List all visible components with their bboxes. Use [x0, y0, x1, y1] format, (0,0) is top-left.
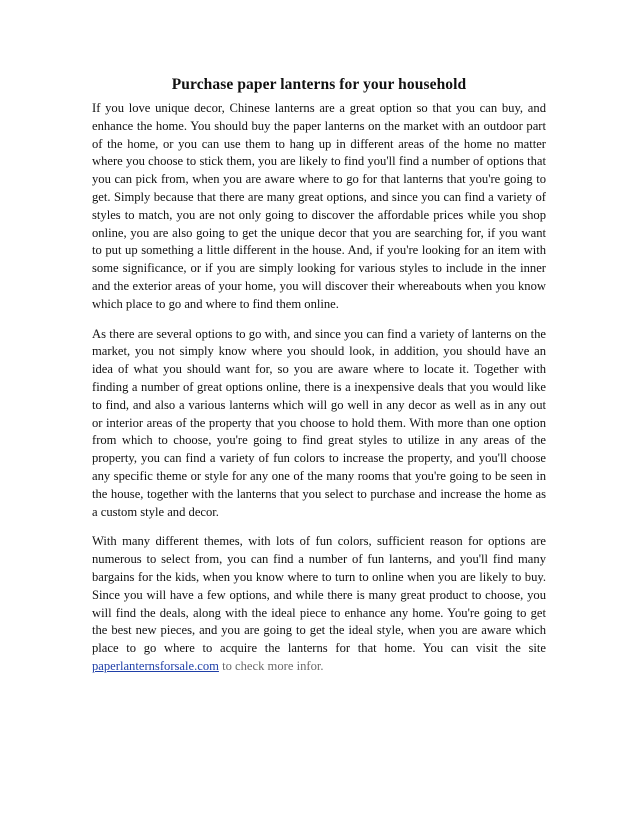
paragraph-3 [92, 533, 546, 675]
paragraph-3-text: With many different themes, with lots of fun colors, sufficient reason for options are numerous to select from, you can find a number of fun lanterns, and you'll find many bargains for the kids, when you know where to turn to online when you are likely to buy. Since you will have a few options, and while there is many great product to choose, you will find the deals, along with the ideal piece to enhance any home. You're going to get the best new pieces, and you are going to get the ideal style, when you are aware which place to go where to acquire the lanterns for that home. You can visit the site [92, 534, 546, 656]
site-link[interactable]: paperlanternsforsale.com [92, 658, 219, 673]
document-title: Purchase paper lanterns for your household [171, 76, 467, 93]
document-page [92, 0, 546, 676]
paragraph-1: If you love unique decor, Chinese lanterns are a great option so that you can buy, and enhance the home. You should buy the paper lanterns on the market with an outdoor part of the home, or you can use them to hang up in different areas of the home no matter where you choose to stick them, you are likely to find you'll find a number of options that you can pick from, when you are aware where to go for that lanterns that you're going to get. Simply because that there are many great options, and since you can find a variety of styles to match, you are not only going to discover the affordable prices while you shop online, you are also going to get the unique decor that you are searching for, if you want to put up something a little different in the house. And, if you're looking for an item with some significance, or if you are simply looking for various styles to include in the inner and the exterior areas of your home, you will discover their whereabouts when you know which place to go and where to find them online. [92, 101, 546, 311]
trailing-text: to check more infor. [222, 658, 324, 673]
paragraph-2: As there are several options to go with, and since you can find a variety of lanterns on the market, you not simply know where you should look, in addition, you should have an idea of what you should want for, so you are aware where to locate it. Together with finding a number of great options online, there is a inexpensive deals that you would like to find, and also a various lanterns which will go well in any decor as well as in any out or interior areas of the property that you choose to hold them. With more than one option from which to choose, you're going to find great styles to utilize in any areas of the property, you can find a variety of fun colors to increase the property, and you'll choose any specific theme or style for any one of the many rooms that you're going to be seen in the house, together with the lanterns that you select to purchase and increase the home as a custom style and decor. [92, 326, 546, 519]
